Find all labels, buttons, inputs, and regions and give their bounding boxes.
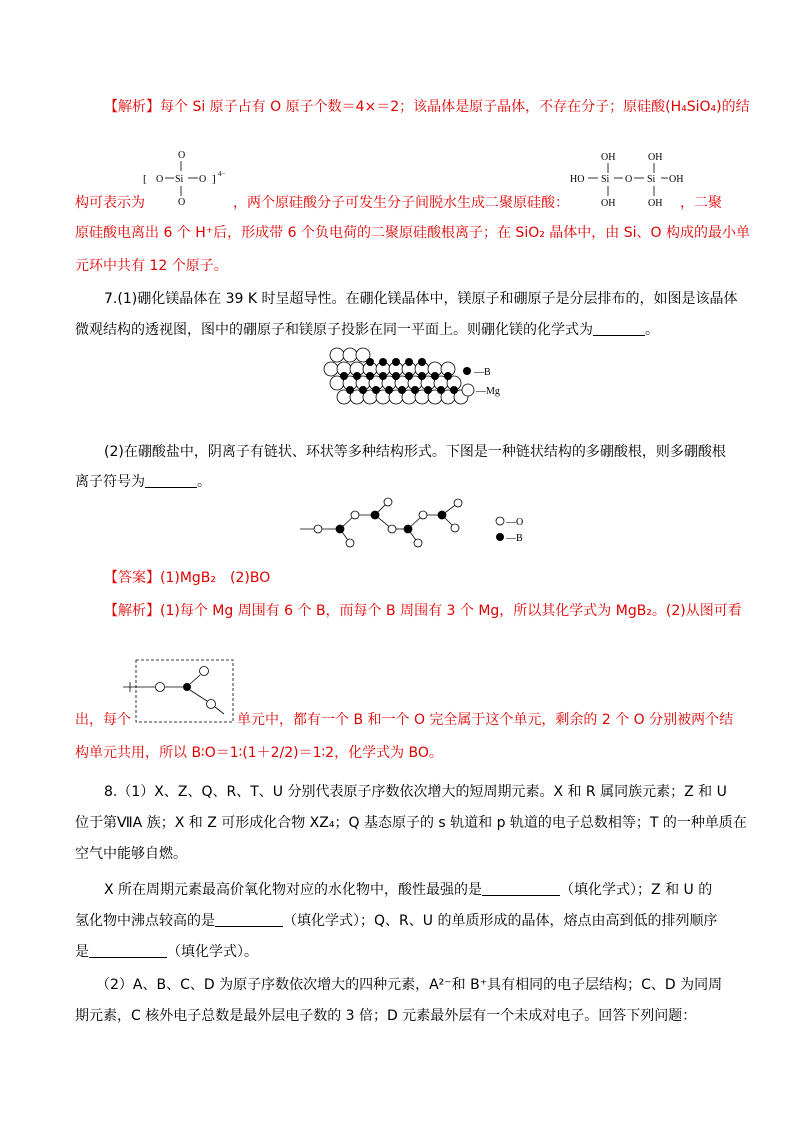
answer-line xyxy=(104,568,270,588)
analysis-tag: 【解析】 xyxy=(104,99,160,115)
boron-atom xyxy=(366,372,374,380)
oxygen-atom xyxy=(388,525,396,533)
struct2-oh-1: OH xyxy=(601,152,616,163)
question-text: 微观结构的透视图，图中的硼原子和镁原子投影在同一平面上。则硼化镁的化学式为 xyxy=(75,322,593,338)
question-7-part2-line: (2)在硼酸盐中，阴离子有链状、环状等多种结构形式。下图是一种链状结构的多硼酸根，则多硼酸根 xyxy=(104,444,726,460)
struct2-oh-3: OH xyxy=(601,198,616,209)
question-text: （填化学式）。 xyxy=(167,944,258,960)
struct-o-bottom: O xyxy=(178,197,186,208)
question-text: 离子符号为 xyxy=(75,474,145,490)
struct2-o-bridge: O xyxy=(625,174,633,185)
oxygen-atom xyxy=(314,525,322,533)
boron-atom xyxy=(340,372,348,380)
magnesium-atom xyxy=(324,362,338,376)
oxygen-atom xyxy=(414,539,422,547)
analysis-line xyxy=(104,601,742,621)
struct2-si-2: Si xyxy=(647,174,656,185)
answer-blank[interactable] xyxy=(145,473,197,488)
question-text: X 所在周期元素最高价氧化物对应的水化物中，酸性最强的是 xyxy=(104,882,483,898)
boron-atom xyxy=(385,386,393,394)
boron-atom xyxy=(392,358,400,366)
answer-blank[interactable] xyxy=(593,321,645,336)
magnesium-atom-legend xyxy=(462,384,474,396)
question-8-fill-line xyxy=(104,880,712,900)
legend-b-label: —B xyxy=(474,367,491,378)
oxygen-atom xyxy=(451,524,459,532)
question-7-part2-line xyxy=(75,472,211,492)
oxygen-atom xyxy=(346,539,354,547)
boron-atom xyxy=(359,386,367,394)
boron-atom xyxy=(353,372,361,380)
struct-charge: 4− xyxy=(218,170,226,178)
struct-bracket-left: [ xyxy=(143,173,147,185)
boron-atom xyxy=(411,386,419,394)
boron-atom xyxy=(405,372,413,380)
boron-atom xyxy=(405,358,413,366)
mgb2-legend xyxy=(460,363,520,403)
analysis-text-line: ，二聚 xyxy=(680,195,722,211)
polyborate-legend xyxy=(494,514,544,546)
question-8-fill-line xyxy=(75,942,258,962)
boron-atom-legend xyxy=(496,533,504,541)
analysis-text-line: ，两个原硅酸分子可发生分子间脱水生成二聚原硅酸： xyxy=(233,195,569,211)
boron-atom-legend xyxy=(463,367,471,375)
boron-atom xyxy=(372,386,380,394)
magnesium-atom xyxy=(343,348,357,362)
boron-atom xyxy=(379,358,387,366)
analysis-tag: 【解析】 xyxy=(104,603,160,619)
boron-atom xyxy=(392,372,400,380)
legend2-o-label: —O xyxy=(506,517,524,528)
question-7-part1-line: 7.(1)硼化镁晶体在 39 K 时呈超导性。在硼化镁晶体中，镁原子和硼原子是分层排布的，如图是该晶体 xyxy=(104,291,738,307)
boron-atom xyxy=(379,372,387,380)
oxygen-atom xyxy=(419,511,427,519)
question-text: （填化学式）；Z 和 U 的 xyxy=(560,882,713,898)
analysis-text-line: 出，每个 xyxy=(75,712,131,728)
legend-mg-label: —Mg xyxy=(476,386,500,397)
answer-blank[interactable] xyxy=(482,881,560,896)
struct-o-top: O xyxy=(178,150,186,161)
boron-atom xyxy=(371,511,379,519)
structural-unit-figure xyxy=(120,658,235,724)
answer-blank[interactable] xyxy=(215,912,283,927)
struct2-oh-right: OH xyxy=(669,174,684,185)
disilicic-acid-structure xyxy=(568,146,688,208)
oxygen-atom xyxy=(351,511,359,519)
analysis-text: (1)每个 Mg 周围有 6 个 B，而每个 B 周围有 3 个 Mg，所以其化学式为 MgB₂。(2)从图可看 xyxy=(160,603,742,619)
boron-atom xyxy=(444,372,452,380)
question-8-line: 位于第ⅦA 族；X 和 Z 可形成化合物 XZ₄；Q 基态原子的 s 轨道和 p 轨道的电子总数相等；T 的一种单质在 xyxy=(75,815,747,831)
question-text: （填化学式）；Q、R、U 的单质形成的晶体，熔点由高到低的排列顺序 xyxy=(283,913,718,929)
question-8-fill-line xyxy=(75,911,717,931)
struct2-oh-2: OH xyxy=(648,152,663,163)
question-7-part1-line xyxy=(75,320,659,340)
boron-atom xyxy=(346,386,354,394)
orthosilicate-structure xyxy=(140,146,240,206)
polyborate-chain-figure xyxy=(300,500,490,560)
boron-atom xyxy=(450,386,458,394)
boron-atom xyxy=(438,511,446,519)
answer-blank[interactable] xyxy=(89,943,167,958)
question-8-part2-line: 期元素，C 核外电子总数是最外层电子数的 3 倍；D 元素最外层有一个未成对电子。回答下列问题： xyxy=(75,1008,697,1024)
boron-atom xyxy=(398,386,406,394)
struct2-ho: HO xyxy=(570,174,585,185)
boron-atom xyxy=(336,525,344,533)
struct-o-right: O xyxy=(199,174,207,185)
legend2-b-label: —B xyxy=(506,533,523,544)
oxygen-atom xyxy=(454,499,462,507)
analysis-text-line: 单元中，都有一个 B 和一个 O 完全属于这个单元，剩余的 2 个 O 分别被两个结 xyxy=(237,712,734,728)
boron-atom xyxy=(418,358,426,366)
analysis-text-line: 元环中共有 12 个原子。 xyxy=(75,258,228,274)
question-text: 是 xyxy=(75,944,89,960)
question-8-part2-line: （2）A、B、C、D 为原子序数依次增大的四种元素，A²⁻和 B⁺具有相同的电子层结构；C、D 为同周 xyxy=(96,977,723,993)
boron-atom xyxy=(404,525,412,533)
analysis-text-line: 构可表示为 xyxy=(75,195,145,211)
question-8-line: 空气中能够自燃。 xyxy=(75,846,187,862)
boron-atom xyxy=(437,386,445,394)
question-8-line: 8.（1）X、Z、Q、R、T、U 分别代表原子序数依次增大的短周期元素。X 和 R 属同族元素；Z 和 U xyxy=(104,784,727,800)
boron-atom xyxy=(431,372,439,380)
struct2-si-1: Si xyxy=(601,174,610,185)
boron-atom xyxy=(418,372,426,380)
question-text: 。 xyxy=(197,474,211,490)
question-text: 。 xyxy=(645,322,659,338)
analysis-text-line: 每个 Si 原子占有 O 原子个数＝4×＝2；该晶体是原子晶体，不存在分子；原硅酸(H₄SiO₄)的结 xyxy=(160,99,750,115)
oxygen-atom-legend xyxy=(496,517,504,525)
magnesium-atom xyxy=(330,348,344,362)
answer-text: (1)MgB₂ (2)BO xyxy=(160,570,271,586)
boron-atom xyxy=(424,386,432,394)
answer-tag: 【答案】 xyxy=(104,570,160,586)
struct-bracket-right: ] xyxy=(212,173,216,185)
analysis-text-line: 原硅酸电离出 6 个 H⁺后，形成带 6 个负电荷的二聚原硅酸根离子；在 SiO₂ 晶体中，由 Si、O 构成的最小单 xyxy=(75,225,750,241)
struct-o-left: O xyxy=(156,174,164,185)
boron-atom xyxy=(366,358,374,366)
struct2-oh-4: OH xyxy=(648,198,663,209)
analysis-text-line: 构单元共用，所以 B∶O＝1∶(1＋2/2)＝1∶2，化学式为 BO。 xyxy=(75,745,443,761)
struct-si: Si xyxy=(175,174,184,185)
analysis-paragraph-6 xyxy=(104,97,750,117)
oxygen-atom xyxy=(384,498,392,506)
question-text: 氢化物中沸点较高的是 xyxy=(75,913,215,929)
